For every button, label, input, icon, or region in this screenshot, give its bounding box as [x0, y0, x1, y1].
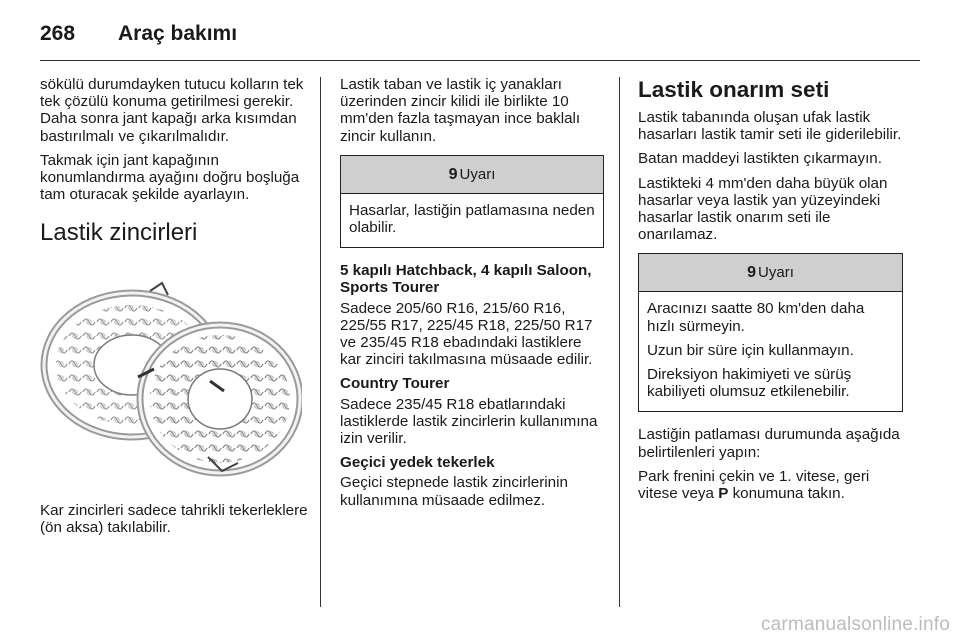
- paragraph: Kar zincirleri sadece tahrikli tekerleklere (ön aksa) takılabilir.: [40, 501, 308, 536]
- warning-text: Aracınızı saatte 80 km'den daha hızlı sürmeyin.: [647, 300, 865, 335]
- paragraph: Lastiğin patlaması durumunda aşağıda belirtilenleri yapın:: [638, 426, 900, 461]
- page-number: 268: [40, 22, 76, 45]
- warning-text: Direksiyon hakimiyeti ve sürüş kabiliyeti olumsuz etkilenebilir.: [647, 366, 852, 401]
- header-rule: [40, 60, 920, 61]
- text-run: konumuna takın.: [728, 485, 845, 503]
- page-header: [40, 16, 920, 56]
- paragraph: [638, 468, 903, 502]
- column-2: [340, 76, 604, 516]
- warning-title: Uyarı: [459, 165, 496, 183]
- warning-header: [639, 254, 902, 292]
- gear-position-p: P: [718, 485, 729, 503]
- warning-title: Uyarı: [758, 264, 794, 282]
- section-title: Lastik onarım seti: [638, 77, 830, 102]
- warning-text: Hasarlar, lastiğin patlamasına neden olabilir.: [349, 201, 595, 237]
- column-3: [638, 76, 903, 509]
- warning-header: [341, 156, 603, 194]
- warning-body: [639, 292, 902, 411]
- paragraph: Lastik taban ve lastik iç yanakları üzerinden zincir kilidi ile birlikte 10 mm'den fazla taşmayan ince baklalı zincir kullanın.: [340, 76, 581, 145]
- column-1: [40, 76, 308, 543]
- paragraph: Lastik tabanında oluşan ufak lastik hasarları lastik tamir seti ile giderilebilir.: [638, 109, 902, 144]
- snow-chains-illustration: [40, 273, 302, 483]
- paragraph: sökülü durumdayken tutucu kolların tek tek çözülü konuma getirilmesi gerekir. Daha sonra jant kapağı arka kısımdan bastırılmalı ve çıkarılmalıdır.: [40, 76, 304, 145]
- paragraph: Batan maddeyi lastikten çıkarmayın.: [638, 150, 882, 168]
- warning-box: [340, 155, 604, 248]
- warning-icon: 9: [747, 264, 757, 282]
- text-run: Park frenini çekin ve 1. vitese, geri vitese veya: [638, 467, 870, 503]
- paragraph: Lastikteki 4 mm'den daha büyük olan hasarlar veya lastik yan yüzeyindeki hasarlar lastik onarım seti ile onarılamaz.: [638, 174, 888, 244]
- subheading: Geçici yedek tekerlek: [340, 454, 495, 472]
- paragraph: Sadece 235/45 R18 ebatlarındaki lastiklerde lastik zincirlerin kullanımına izin verilir.: [340, 395, 598, 448]
- watermark: carmanualsonline.info: [760, 614, 950, 635]
- warning-icon: 9: [448, 165, 458, 183]
- column-divider: [619, 77, 620, 607]
- paragraph: Takmak için jant kapağının konumlandırma ayağını doğru boşluğa tam oturacak şekilde ayarlayın.: [40, 151, 300, 204]
- subheading: 5 kapılı Hatchback, 4 kapılı Saloon, Sports Tourer: [340, 262, 592, 297]
- section-title: Lastik zincirleri: [40, 219, 198, 247]
- column-divider: [320, 77, 321, 607]
- page-title: Araç bakımı: [118, 22, 238, 45]
- chain-ring-front: [140, 325, 300, 473]
- paragraph: Sadece 205/60 R16, 215/60 R16, 225/55 R17, 225/45 R18, 225/50 R17 ve 235/45 R18 ebadındaki lastiklere kar zinciri takılmasına müsaade edilir.: [340, 299, 593, 369]
- warning-text: Uzun bir süre için kullanmayın.: [647, 341, 854, 359]
- subheading: Country Tourer: [340, 375, 450, 393]
- warning-box: [638, 253, 903, 412]
- paragraph: Geçici stepnede lastik zincirlerinin kullanımına müsaade edilmez.: [340, 474, 568, 509]
- warning-body: [341, 194, 603, 247]
